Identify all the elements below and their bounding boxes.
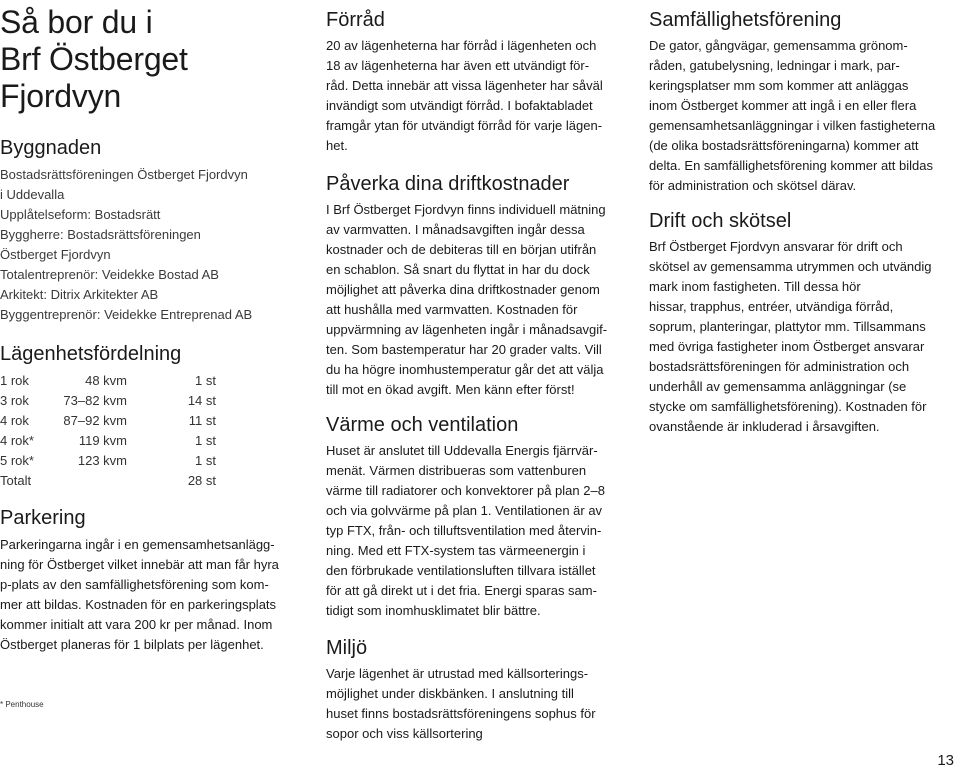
total-count: 28 st bbox=[187, 473, 216, 488]
text-line: sopor och viss källsortering bbox=[326, 726, 483, 741]
heading-lagenhetsfordelning: Lägenhetsfördelning bbox=[0, 343, 182, 365]
apt-type: 5 rok* bbox=[0, 453, 34, 468]
text-line: stycke om samfällighetsförening). Kostnaden för bbox=[649, 399, 927, 414]
text-line: mark inom fastigheten. Till dessa hör bbox=[649, 279, 861, 294]
text-line: möjlighet att påverka dina driftkostnader genom bbox=[326, 282, 600, 297]
total-label: Totalt bbox=[0, 473, 32, 488]
text-line: Arkitekt: Ditrix Arkitekter AB bbox=[0, 287, 159, 302]
text-line: Östberget planeras för 1 bilplats per lägenhet. bbox=[0, 637, 264, 652]
text-line: att hushålla med varmvatten. Kostnaden för bbox=[326, 302, 578, 317]
text-line: möjlighet under diskbänken. I anslutning till bbox=[326, 686, 574, 701]
text-line: p-plats av den samfällighetsförening som kom- bbox=[0, 577, 269, 592]
apt-count: 1 st bbox=[195, 453, 216, 468]
text-line: ovanstående är inkluderad i årsavgiften. bbox=[649, 419, 880, 434]
text-line: hissar, trapphus, entréer, utvändiga förråd, bbox=[649, 299, 894, 314]
text-line: skötsel av gemensamma utrymmen och utvändig bbox=[649, 259, 932, 274]
text-line: den förbrukade ventilationsluften tillvara istället bbox=[326, 563, 596, 578]
text-line: för att gå direkt ut i det fria. Energi sparas sam- bbox=[326, 583, 597, 598]
text-line: menät. Värmen distribueras som vattenburen bbox=[326, 463, 587, 478]
text-line: inom Östberget kommer att ingå i en eller flera bbox=[649, 98, 917, 113]
text-line: invändigt som utvändigt förråd. I bofaktabladet bbox=[326, 98, 593, 113]
forrad-text bbox=[326, 36, 603, 156]
apt-type: 4 rok* bbox=[0, 433, 34, 448]
heading-drift-skotsel: Drift och skötsel bbox=[649, 210, 792, 232]
apt-count: 11 st bbox=[188, 413, 216, 428]
text-line: Bostadsrättsföreningen Östberget Fjordvyn bbox=[0, 167, 248, 182]
title-line-2: Brf Östberget bbox=[0, 41, 188, 77]
text-line: ning för Östberget vilket innebär att man får hyra bbox=[0, 557, 279, 572]
apt-count: 1 st bbox=[195, 433, 216, 448]
apt-count: 1 st bbox=[195, 373, 216, 388]
text-line: soprum, planteringar, plattytor mm. Tillsammans bbox=[649, 319, 926, 334]
footnote: * Penthouse bbox=[0, 700, 44, 709]
text-line: het. bbox=[326, 138, 348, 153]
text-line: och via golvvärme på plan 1. Ventilationen är av bbox=[326, 503, 603, 518]
heading-samfallighetsforening: Samfällighetsförening bbox=[649, 9, 842, 31]
section-varme-ventilation bbox=[326, 413, 605, 621]
text-line: (de olika bostadsrättsföreningarna) kommer att bbox=[649, 138, 919, 153]
text-line: typ FTX, från- och tilluftsventilation med återvin- bbox=[326, 523, 602, 538]
section-samfallighetsforening bbox=[649, 8, 935, 196]
text-line: du ha högre inomhustemperatur går det att välja bbox=[326, 362, 604, 377]
heading-miljo: Miljö bbox=[326, 637, 368, 659]
apt-size: 73–82 kvm bbox=[63, 393, 127, 408]
title-line-1: Så bor du i bbox=[0, 4, 153, 40]
section-parkering bbox=[0, 506, 279, 655]
table-row bbox=[0, 431, 296, 451]
text-line: uppvärmning av lägenheten ingår i månadsavgif- bbox=[326, 322, 608, 337]
heading-byggnaden: Byggnaden bbox=[0, 137, 102, 159]
text-line: I Brf Östberget Fjordvyn finns individuell mätning bbox=[326, 202, 606, 217]
section-byggnaden bbox=[0, 136, 252, 325]
text-line: en schablon. Så snart du flyttat in har du dock bbox=[326, 262, 590, 277]
table-total-row bbox=[0, 471, 296, 491]
parkering-text bbox=[0, 535, 279, 655]
table-row bbox=[0, 391, 296, 411]
apt-size: 123 kvm bbox=[77, 453, 127, 468]
text-line: Varje lägenhet är utrustad med källsorterings- bbox=[326, 666, 589, 681]
drift-text bbox=[649, 237, 932, 437]
miljo-text bbox=[326, 664, 596, 744]
text-line: bostadsrättsföreningen för administration och bbox=[649, 359, 910, 374]
table-row bbox=[0, 451, 296, 471]
section-lagenhetsfordelning bbox=[0, 342, 296, 491]
text-line: Byggherre: Bostadsrättsföreningen bbox=[0, 227, 201, 242]
text-line: ning. Med ett FTX-system tas värmeenergin i bbox=[326, 543, 586, 558]
apartment-table bbox=[0, 371, 296, 491]
text-line: i Uddevalla bbox=[0, 187, 65, 202]
apt-type: 4 rok bbox=[0, 413, 29, 428]
apt-type: 3 rok bbox=[0, 393, 29, 408]
text-line: gemensamhetsanläggningar i vilken fastigheterna bbox=[649, 118, 936, 133]
text-line: Parkeringarna ingår i en gemensamhetsanlägg- bbox=[0, 537, 275, 552]
text-line: De gator, gångvägar, gemensamma grönom- bbox=[649, 38, 908, 53]
table-row bbox=[0, 371, 296, 391]
text-line: 20 av lägenheterna har förråd i lägenheten och bbox=[326, 38, 597, 53]
heading-driftkostnader: Påverka dina driftkostnader bbox=[326, 173, 570, 195]
apt-size: 119 kvm bbox=[78, 433, 127, 448]
heading-varme-ventilation: Värme och ventilation bbox=[326, 414, 519, 436]
text-line: ten. Som bastemperatur har 20 grader valts. Vill bbox=[326, 342, 602, 357]
driftkostnader-text bbox=[326, 200, 607, 400]
text-line: med övriga fastigheter inom Östberget ansvarar bbox=[649, 339, 925, 354]
samfallighet-text bbox=[649, 36, 935, 196]
apt-size: 87–92 kvm bbox=[63, 413, 127, 428]
text-line: underhåll av gemensamma anläggningar (se bbox=[649, 379, 907, 394]
text-line: tidigt som inomhusklimatet blir bättre. bbox=[326, 603, 541, 618]
text-line: keringsplatser mm som kommer att anläggas bbox=[649, 78, 909, 93]
text-line: Brf Östberget Fjordvyn ansvarar för drift och bbox=[649, 239, 903, 254]
page-title bbox=[0, 4, 296, 115]
text-line: Östberget Fjordvyn bbox=[0, 247, 111, 262]
text-line: mer att bildas. Kostnaden för en parkeringsplats bbox=[0, 597, 277, 612]
section-miljo bbox=[326, 636, 596, 744]
text-line: råd. Detta innebär att vissa lägenheter har såväl bbox=[326, 78, 603, 93]
heading-forrad: Förråd bbox=[326, 9, 385, 31]
text-line: av varmvatten. I månadsavgiften ingår dessa bbox=[326, 222, 585, 237]
apt-type: 1 rok bbox=[0, 373, 29, 388]
text-line: 18 av lägenheterna har även ett utvändigt för- bbox=[326, 58, 590, 73]
text-line: kostnader och de debiteras till en början utifrån bbox=[326, 242, 597, 257]
text-line: till mot en ökad avgift. Men känn efter först! bbox=[326, 382, 575, 397]
text-line: värme till radiatorer och konvektorer på plan 2–8 bbox=[326, 483, 605, 498]
table-row bbox=[0, 411, 296, 431]
heading-parkering: Parkering bbox=[0, 507, 86, 529]
apt-count: 14 st bbox=[187, 393, 216, 408]
text-line: Upplåtelseform: Bostadsrätt bbox=[0, 207, 161, 222]
text-line: huset finns bostadsrättsföreningens sophus för bbox=[326, 706, 596, 721]
byggnaden-text bbox=[0, 165, 252, 325]
text-line: Byggentreprenör: Veidekke Entreprenad AB bbox=[0, 307, 253, 322]
text-line: delta. En samfällighetsförening kommer att bildas bbox=[649, 158, 933, 173]
page-number: 13 bbox=[937, 752, 954, 769]
text-line: framgår ytan för utvändigt förråd för varje lägen- bbox=[326, 118, 603, 133]
apt-size: 48 kvm bbox=[85, 373, 127, 388]
text-line: för administration och skötsel därav. bbox=[649, 178, 857, 193]
text-line: Totalentreprenör: Veidekke Bostad AB bbox=[0, 267, 219, 282]
section-driftkostnader bbox=[326, 172, 607, 400]
text-line: Huset är anslutet till Uddevalla Energis fjärrvär- bbox=[326, 443, 598, 458]
varme-text bbox=[326, 441, 605, 621]
column-left bbox=[0, 0, 296, 709]
text-line: kommer initialt att vara 200 kr per månad. Inom bbox=[0, 617, 273, 632]
section-drift-skotsel bbox=[649, 209, 932, 437]
section-forrad bbox=[326, 8, 603, 156]
title-line-3: Fjordvyn bbox=[0, 78, 122, 114]
text-line: råden, gatubelysning, ledningar i mark, par- bbox=[649, 58, 900, 73]
